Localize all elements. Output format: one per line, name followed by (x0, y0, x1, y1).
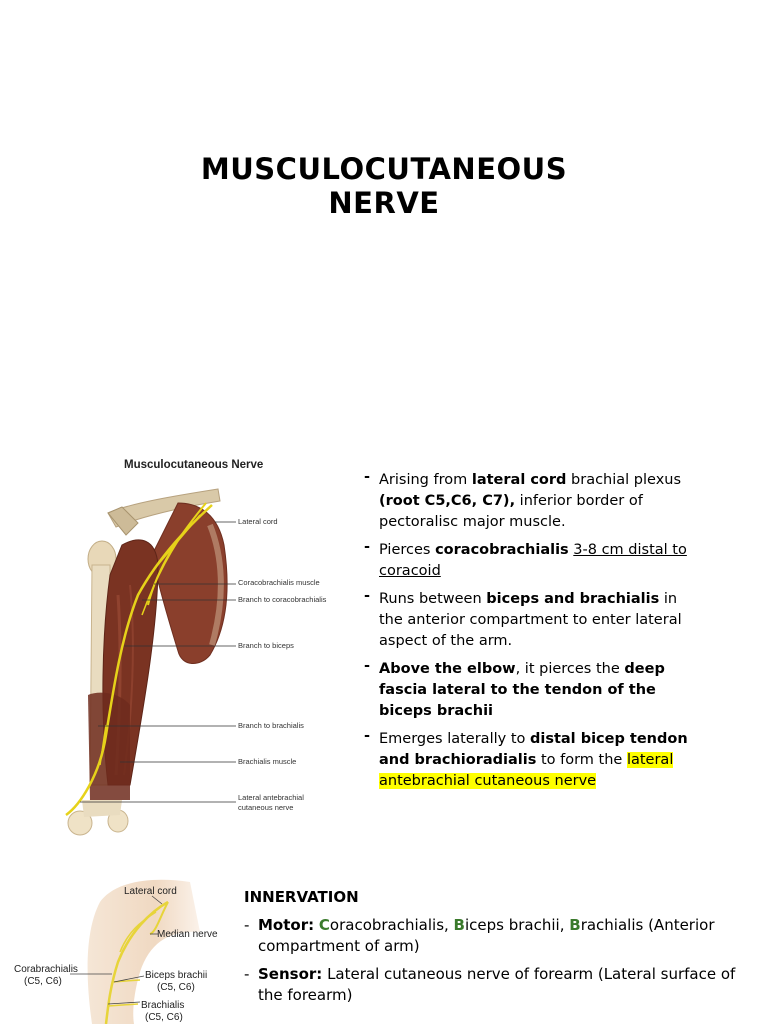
title-line-2: NERVE (328, 186, 440, 220)
musculocutaneous-figure (60, 455, 350, 845)
innervation-figure (0, 872, 240, 1024)
list-item: - Emerges laterally to distal bicep tendon and brachioradialis to form the lateral antebrachial cutaneous nerve (364, 728, 688, 789)
list-item: - Runs between biceps and brachialis in the anterior compartment to enter lateral aspect of the arm. (364, 588, 682, 649)
label-biceps-brachii: Biceps brachii (145, 970, 208, 981)
label-branch-biceps: Branch to biceps (238, 641, 294, 650)
bullet-dash: - (364, 588, 371, 604)
list-item: - Arising from lateral cord brachial plexus (root C5,C6, C7), inferior border of pectoralisc major muscle. (364, 469, 682, 530)
label-corabrachialis-roots: (C5, C6) (24, 976, 62, 987)
label-cutaneous-nerve: cutaneous nerve (238, 803, 294, 812)
label-lateral-cord: Lateral cord (238, 517, 278, 526)
bullet-dash: - (244, 965, 250, 983)
innervation-heading: INNERVATION (244, 888, 359, 906)
bullet-dash: - (364, 658, 371, 674)
label-lateral-cord: Lateral cord (124, 886, 177, 897)
description-list (364, 470, 704, 799)
list-item-sensor: - Sensor: Lateral cutaneous nerve of forearm (Lateral surface of the forearm) (244, 965, 736, 1004)
label-coracobrachialis-muscle: Coracobrachialis muscle (238, 578, 320, 587)
list-item: - Above the elbow, it pierces the deep fascia lateral to the tendon of the biceps brachii (364, 658, 665, 719)
label-branch-coracobrachialis: Branch to coracobrachialis (238, 595, 327, 604)
label-biceps-roots: (C5, C6) (157, 982, 195, 993)
label-branch-brachialis: Branch to brachialis (238, 721, 304, 730)
label-lateral-antebrachial: Lateral antebrachial (238, 793, 304, 802)
list-item: - Pierces coracobrachialis 3-8 cm distal to coracoid (364, 539, 687, 579)
arm-illustration (60, 455, 350, 845)
arm-sketch (0, 872, 240, 1024)
bullet-dash: - (364, 728, 371, 744)
innervation-section (244, 887, 754, 1013)
figure-title: Musculocutaneous Nerve (124, 459, 264, 471)
label-brachialis: Brachialis (141, 1000, 185, 1011)
bullet-dash: - (244, 916, 250, 934)
label-corabrachialis: Corabrachialis (14, 964, 78, 975)
label-brachialis-roots: (C5, C6) (145, 1012, 183, 1023)
list-item-motor: - Motor: Coracobrachialis, Biceps brachii, Brachialis (Anterior compartment of arm) (244, 916, 715, 955)
page-title (0, 152, 768, 220)
title-line-1: MUSCULOCUTANEOUS (200, 152, 568, 186)
label-brachialis-muscle: Brachialis muscle (238, 757, 297, 766)
bullet-dash: - (364, 469, 371, 485)
bullet-dash: - (364, 539, 371, 555)
label-median-nerve: Median nerve (157, 929, 218, 940)
highlighted-term: lateral antebrachial cutaneous nerve (379, 752, 674, 789)
